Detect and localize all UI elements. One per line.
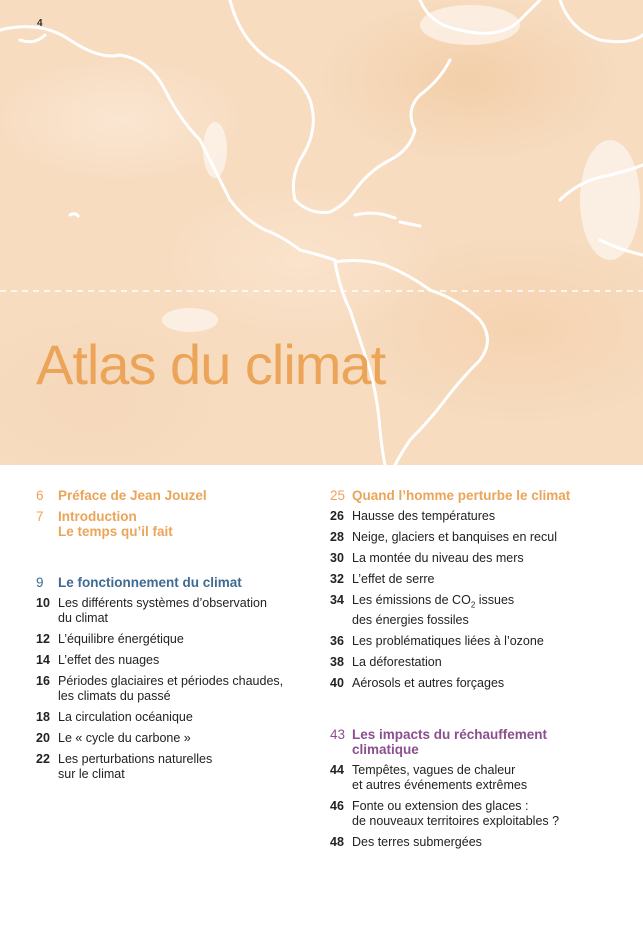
page-ref: 25 <box>330 488 346 503</box>
page-ref: 16 <box>36 674 50 688</box>
entry-title: Fonte ou extension des glaces : de nouveaux territoires exploitables ? <box>352 798 560 828</box>
toc-left-column <box>36 488 311 788</box>
entry-title: Hausse des températures <box>352 509 496 523</box>
toc-entry[interactable] <box>330 634 620 649</box>
entry-title: Périodes glaciaires et périodes chaudes, les climats du passé <box>58 674 284 703</box>
page-ref: 44 <box>330 762 344 777</box>
section-title: Les impacts du réchauffement climatique <box>352 726 548 757</box>
toc-section-fonctionnement[interactable] <box>36 575 311 590</box>
entry-title: Aérosols et autres forçages <box>352 675 505 690</box>
toc-right-column <box>330 488 620 856</box>
page-ref: 48 <box>330 834 344 849</box>
toc-entry[interactable] <box>36 632 311 647</box>
toc-entry[interactable] <box>330 551 620 566</box>
entry-title: Neige, glaciers et banquises en recul <box>352 530 557 544</box>
toc-entry-introduction[interactable] <box>36 509 311 539</box>
page-ref: 20 <box>36 731 50 745</box>
entry-title: L’équilibre énergétique <box>58 632 184 646</box>
page-ref: 7 <box>36 509 44 524</box>
toc-entry[interactable] <box>330 835 620 850</box>
page-ref: 28 <box>330 530 344 544</box>
toc-entry[interactable] <box>330 530 620 545</box>
page-ref: 26 <box>330 509 344 523</box>
entry-title: La déforestation <box>352 654 442 669</box>
toc-entry[interactable] <box>330 763 620 793</box>
entry-title: La montée du niveau des mers <box>352 551 524 565</box>
page-ref: 36 <box>330 633 344 648</box>
toc-section-homme[interactable] <box>330 488 620 503</box>
entry-title: Les problématiques liées à l’ozone <box>352 633 544 648</box>
section-title: Le fonctionnement du climat <box>58 575 242 590</box>
toc-entry[interactable] <box>36 674 311 704</box>
page-ref: 40 <box>330 675 344 690</box>
page-ref: 14 <box>36 653 50 667</box>
entry-title: Les perturbations naturelles sur le climat <box>58 752 213 781</box>
page-ref: 32 <box>330 572 344 586</box>
page-ref: 6 <box>36 488 44 503</box>
page-title: Atlas du climat <box>36 333 386 396</box>
toc-entry[interactable] <box>330 509 620 524</box>
page-ref: 43 <box>330 726 346 742</box>
toc-entry[interactable] <box>36 653 311 668</box>
toc-entry[interactable] <box>36 752 311 782</box>
toc-entry-preface[interactable] <box>36 488 311 503</box>
section-title: Quand l’homme perturbe le climat <box>352 488 571 503</box>
page-ref: 46 <box>330 798 344 813</box>
toc-entry[interactable] <box>330 572 620 587</box>
entry-title: La circulation océanique <box>58 710 193 724</box>
page-ref: 38 <box>330 654 344 669</box>
page-ref: 10 <box>36 596 50 610</box>
toc-entry[interactable] <box>330 655 620 670</box>
page-ref: 22 <box>36 752 50 766</box>
entry-title: Préface de Jean Jouzel <box>58 488 207 503</box>
entry-title: Des terres submergées <box>352 834 482 849</box>
entry-title: L’effet des nuages <box>58 653 160 667</box>
toc-section-impacts[interactable] <box>330 727 620 757</box>
entry-title: L’effet de serre <box>352 572 435 586</box>
entry-title: Les différents systèmes d’observation du climat <box>58 596 267 625</box>
entry-title: Tempêtes, vagues de chaleur et autres événements extrêmes <box>352 762 528 792</box>
toc-entry[interactable] <box>330 799 620 829</box>
entry-title: Les émissions de $CO_2$ issues des énergies fossiles <box>352 593 515 627</box>
page-ref: 34 <box>330 593 344 607</box>
page-ref: 12 <box>36 632 50 646</box>
page-number: 4 <box>37 18 43 29</box>
toc-entry[interactable] <box>36 731 311 746</box>
page-ref: 30 <box>330 551 344 565</box>
entry-title: Introduction Le temps qu’il fait <box>58 509 173 539</box>
toc-entry[interactable] <box>330 676 620 691</box>
toc-entry[interactable] <box>36 596 311 626</box>
entry-title: Le « cycle du carbone » <box>58 731 191 745</box>
toc-entry[interactable] <box>330 593 620 628</box>
page-ref: 9 <box>36 575 44 590</box>
page-ref: 18 <box>36 710 50 724</box>
toc-entry[interactable] <box>36 710 311 725</box>
